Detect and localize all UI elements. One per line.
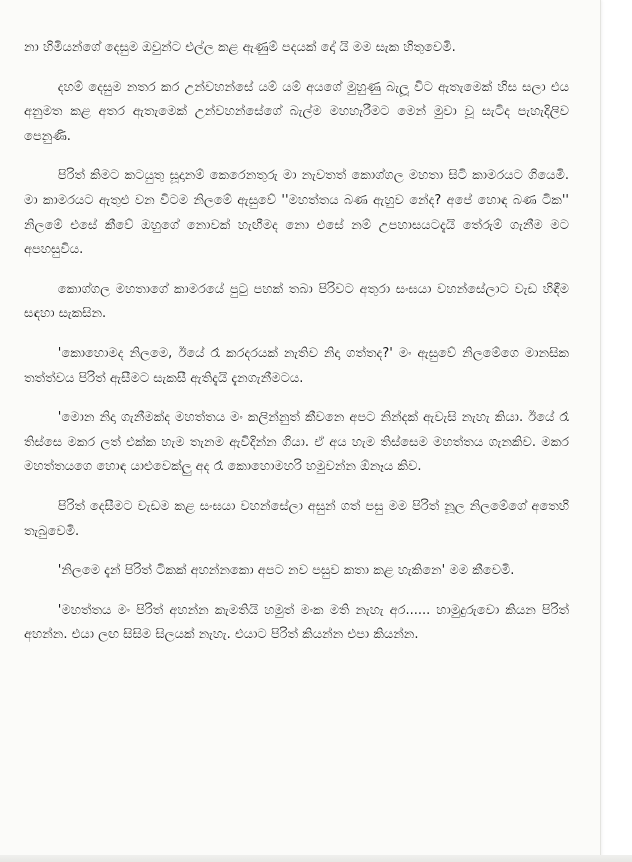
body-text — [24, 36, 569, 663]
paragraph-4: කොග්ගල මහතාගේ කාමරයේ පුටු පහක් තබා පිරිවට අතුරා සංඝයා වහන්සේලාට වැඩ හිඳීම සඳහා සැකසින. — [24, 281, 569, 322]
paragraph-6: 'මොන නිදා ගැනීමක්ද මහත්තය මං කලින්නුත් කීවනෙ අපට නින්දක් ඇවැසි නැහැ කියා. ඊයේ රෑ තිස්සෙ මකර ලත් එක්ක හැම තැනම ඇවිදින්න ගියා. ඒ අය හැම තිස්සෙම මහත්තය ගැනකිව. මකර මහත්තයගෙ හොඳ යාළුවෙක්ලු අද රෑ කොහොමහරි හමුවන්න ඕනෑය කිව. — [24, 410, 569, 475]
paragraph-1: නා හිමියන්ගේ දෙසුම ඔවුන්ට එල්ල කළ ඇණුම් පදයක් දෝ යි මම සැක හිතුවෙමි. — [24, 40, 456, 55]
paragraph-8: 'නිලමෙ දැන් පිරිත් ටිකක් අහන්නකො අපට නව පසුව කතා කළ හැකිනෙ' මම කීවෙමි. — [57, 563, 515, 579]
paragraph-7: පිරිත් දෙසීමට වැඩම කළ සංඝයා වහන්සේලා අසුන් ගත් පසු මම පිරිත් නූල නිලමේගේ අතෙහි තැබුවෙමි. — [24, 498, 569, 539]
page-bottom-edge — [0, 855, 632, 862]
paragraph-5: 'කොහොමද නිලමෙ, ඊයේ රෑ කරදරයක් නැතිව නිදා ගත්තද?' මං ඇසුවේ නිලමේගෙ මානසික තත්ත්වය පිරිත් ඇසීමට සැකසී ඇතිදැයි දැනගැනීමටය. — [24, 345, 569, 386]
paragraph-2: දහම් දෙසුම නතර කර උන්වහන්සේ යම් යම් අයගේ මුහුණු බැලූ විට ඇතැමෙක් හිස සලා එය අනුමත කළ අතර ඇතැමෙක් උන්වහන්සේගේ බැල්ම මහහැරීමට මෙන් මුවා වූ සැටිද පැහැදිලිව පෙනුණි. — [24, 79, 569, 144]
paragraph-3: පිරිත් කිමට කටයුතු සූදානම් කෙරෙනතුරු මා නැවතත් කොග්ගල මහතා සිටි කාමරයට ගියෙමි. මා කාමරයට ඇතුළු වන විටම නිලමේ ඇසුවේ ''මහත්තය බණ ඇහුව නේද? අපේ හොඳ බණ ටික'' නිලමේ එසේ කීවේ ඔහුගේ නොවක් හැඟීමද නො එසේ නම් උපහාසයටදැයි තේරුම් ගැනීම මට අපහසුවිය. — [24, 168, 569, 258]
paragraph-9: 'මහත්තය මං පිරිත් අහන්න කැමතියි හමුත් මංක මති නැහැ අර...... හාමුදුරුවො කියන පිරිත් අහන්න. එයා ලඟ සිසිම සිලයක් නැහැ. එයාට පිරිත් කියන්න එපා කියන්න. — [24, 602, 569, 643]
